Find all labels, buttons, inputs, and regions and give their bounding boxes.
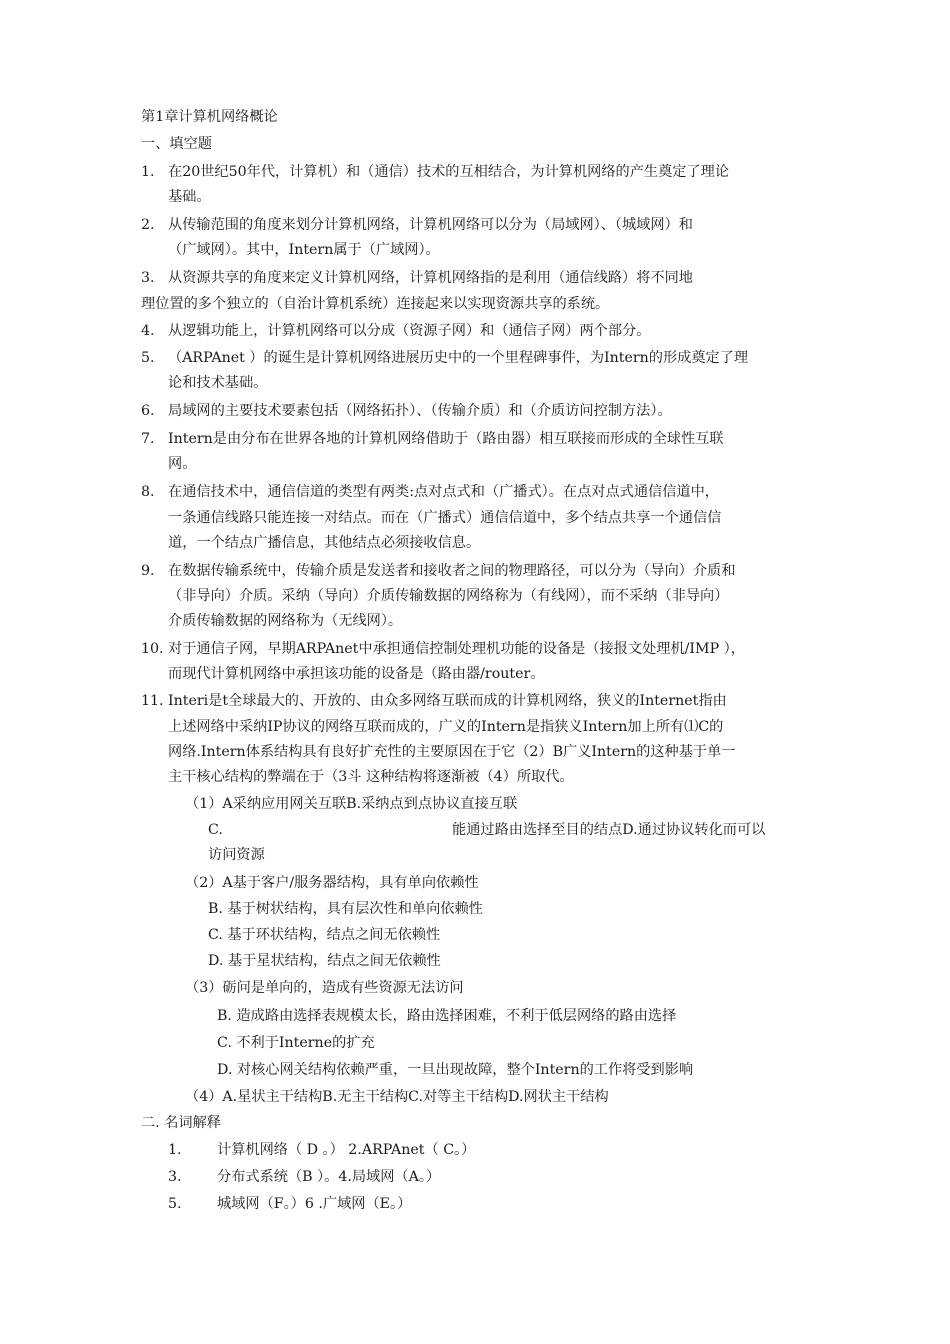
question-number: 10.	[141, 641, 164, 657]
question-text: 局域网的主要技术要素包括（网络拓扑）、（传输介质）和（介质访问控制方法）。	[168, 403, 672, 419]
question-text: 上述网络中采纳IP协议的网络互联而成的，广义的Intern是指狭义Intern加上所有⑴C的	[168, 719, 724, 735]
question-number: 11.	[141, 693, 164, 709]
question-text: 网。	[168, 456, 197, 472]
question-text: 在20世纪50年代，计算机）和（通信）技术的互相结合，为计算机网络的产生奠定了理论	[168, 164, 730, 180]
question-text: 网络.Intern体系结构具有良好扩充性的主要原因在于它（2）B广义Intern的这种基于单一	[168, 744, 736, 760]
option-line: （4）A.星状主干结构B.无主干结构C.对等主干结构D.网状主干结构	[185, 1089, 609, 1105]
section-heading-terms: 二. 名词解释	[141, 1115, 221, 1131]
chapter-title: 第1章计算机网络概论	[141, 109, 278, 125]
option-line: D. 基于星状结构，结点之间无依赖性	[208, 953, 441, 969]
question-number: 5.	[141, 350, 155, 366]
question-number: 1.	[141, 164, 155, 180]
question-text: 从传输范围的角度来划分计算机网络，计算机网络可以分为（局域网）、（城域网）和	[168, 217, 693, 233]
term-number: 5.	[168, 1196, 182, 1212]
question-text: 在数据传输系统中，传输介质是发送者和接收者之间的物理路径，可以分为（导向）介质和	[168, 563, 736, 579]
question-number: 7.	[141, 431, 155, 447]
question-text: （广域网）。其中，Intern属于（广域网）。	[168, 242, 440, 258]
option-line: （1）A采纳应用网关互联B.采纳点到点协议直接互联	[185, 796, 518, 812]
option-line: 能通过路由选择至目的结点D.通过协议转化而可以	[452, 822, 766, 838]
question-text: 从逻辑功能上，计算机网络可以分成（资源子网）和（通信子网）两个部分。	[168, 323, 651, 339]
option-line: B. 基于树状结构，具有层次性和单向依赖性	[208, 901, 483, 917]
option-line: 访问资源	[208, 847, 265, 863]
question-number: 3.	[141, 270, 155, 286]
option-line: D. 对核心网关结构依赖严重，一旦出现故障，整个Intern的工作将受到影响	[217, 1062, 694, 1078]
option-line: （3）砺问是单向的，造成有些资源无法访问	[185, 980, 464, 996]
question-text: 主干核心结构的弊端在于（3斗 这种结构将逐渐被（4）所取代。	[168, 769, 574, 785]
question-number: 4.	[141, 323, 155, 339]
question-text: 道，一个结点广播信息，其他结点必须接收信息。	[168, 535, 481, 551]
question-text: 在通信技术中，通信信道的类型有两类:点对点式和（广播式）。在点对点式通信信道中，	[168, 484, 719, 500]
question-text: Intern是由分布在世界各地的计算机网络借助于（路由器）相互联接而形成的全球性互联	[168, 431, 724, 447]
option-line: （2）A基于客户/服务器结构，具有单向依赖性	[185, 875, 479, 891]
option-label: C.	[208, 822, 223, 838]
term-number: 3.	[168, 1169, 182, 1185]
question-text: 论和技术基础。	[168, 375, 268, 391]
term-text: 城域网（F。）6 .广域网（E。）	[217, 1196, 412, 1212]
section-heading-fill-blank: 一、填空题	[141, 136, 212, 152]
question-text: （非导向）介质。采纳（导向）介质传输数据的网络称为（有线网），而不采纳（非导向）	[168, 588, 729, 604]
option-line: B. 造成路由选择表规模太长，路由选择困难，不利于低层网络的路由选择	[217, 1008, 677, 1024]
question-text: 而现代计算机网络中承担该功能的设备是（路由器/router。	[168, 666, 545, 682]
question-number: 9.	[141, 563, 155, 579]
question-text: 基础。	[168, 189, 211, 205]
term-number: 1.	[168, 1142, 182, 1158]
term-text: 计算机网络（ D 。） 2.ARPAnet（ C。）	[217, 1142, 476, 1158]
question-text: （ARPAnet ）的诞生是计算机网络进展历史中的一个里程碑事件，为Intern的形成奠定了理	[168, 350, 749, 366]
question-text: 一条通信线路只能连接一对结点。而在（广播式）通信信道中，多个结点共享一个通信信	[168, 510, 722, 526]
question-number: 6.	[141, 403, 155, 419]
question-text: Interi是t全球最大的、开放的、由众多网络互联而成的计算机网络，狭义的Internet指由	[168, 693, 727, 709]
option-line: C. 不利于Interne的扩充	[217, 1035, 375, 1051]
question-text: 对于通信子网，早期ARPAnet中承担通信控制处理机功能的设备是（接报文处理机/IMP ），	[168, 641, 745, 657]
question-number: 2.	[141, 217, 155, 233]
question-text: 从资源共享的角度来定义计算机网络，计算机网络指的是利用（通信线路）将不同地	[168, 270, 693, 286]
question-text: 理位置的多个独立的（自治计算机系统）连接起来以实现资源共享的系统。	[141, 296, 610, 312]
question-number: 8.	[141, 484, 155, 500]
question-text: 介质传输数据的网络称为（无线网）。	[168, 613, 403, 629]
term-text: 分布式系统（B ）。4.局域网（A。）	[217, 1169, 441, 1185]
option-line: C. 基于环状结构，结点之间无依赖性	[208, 927, 441, 943]
